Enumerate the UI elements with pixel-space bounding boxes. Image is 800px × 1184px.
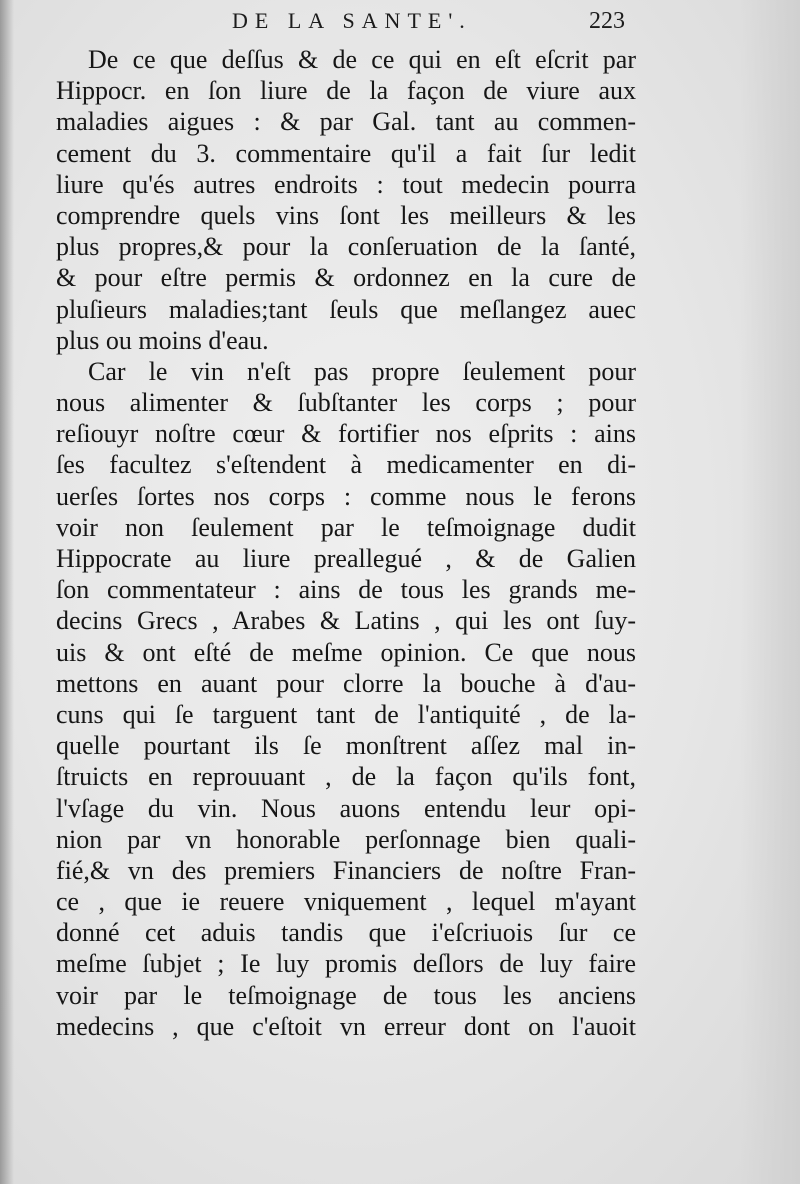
paragraph-2 bbox=[56, 356, 636, 1042]
text-line: nion par vn honorable perſonnage bien quali- bbox=[56, 824, 636, 854]
text-line: meſme ſubjet ; Ie luy promis deſlors de luy faire bbox=[56, 949, 636, 979]
text-line: uerſes ſortes nos corps : comme nous le ferons bbox=[56, 481, 636, 511]
text-line: ſtruicts en reprouuant , de la façon qu'ils font, bbox=[56, 762, 636, 792]
body-text bbox=[56, 44, 636, 1042]
text-line: mettons en auant pour clorre la bouche à d'au- bbox=[56, 668, 636, 698]
text-line: & pour eſtre permis & ordonnez en la cure de bbox=[56, 263, 636, 293]
text-line: ſon commentateur : ains de tous les grands me- bbox=[56, 575, 636, 605]
text-line: quelle pourtant ils ſe monſtrent aſſez mal in- bbox=[56, 731, 636, 761]
gutter-shadow bbox=[0, 0, 14, 1184]
page-header bbox=[0, 8, 800, 42]
text-line: voir non ſeulement par le teſmoignage dudit bbox=[56, 512, 636, 542]
text-line: liure qu'és autres endroits : tout medecin pourra bbox=[56, 169, 636, 199]
text-line: donné cet aduis tandis que i'eſcriuois ſur ce bbox=[56, 918, 636, 948]
text-line: De ce que deſſus & de ce qui en eſt eſcrit par bbox=[88, 45, 636, 74]
text-line: maladies aigues : & par Gal. tant au commen- bbox=[56, 107, 636, 137]
paragraph-1 bbox=[56, 44, 636, 356]
text-line: nous alimenter & ſubſtanter les corps ; pour bbox=[56, 388, 636, 418]
text-line: ſes facultez s'eſtendent à medicamenter en di- bbox=[56, 450, 636, 480]
text-line: comprendre quels vins ſont les meilleurs & les bbox=[56, 200, 636, 230]
text-line: cuns qui ſe targuent tant de l'antiquité , de la- bbox=[56, 699, 636, 729]
text-line: Hippocr. en ſon liure de la façon de viure aux bbox=[56, 76, 636, 106]
text-line: medecins , que c'eſtoit vn erreur dont on l'auoit bbox=[56, 1011, 636, 1041]
text-line: uis & ont eſté de meſme opinion. Ce que nous bbox=[56, 637, 636, 667]
text-line: plus ou moins d'eau. bbox=[56, 325, 269, 355]
text-line: reſiouyr noſtre cœur & fortifier nos eſprits : ains bbox=[56, 419, 636, 449]
text-line: decins Grecs , Arabes & Latins , qui les ont ſuy- bbox=[56, 606, 636, 636]
text-line: voir par le teſmoignage de tous les anciens bbox=[56, 980, 636, 1010]
text-line: Car le vin n'eſt pas propre ſeulement pour bbox=[88, 356, 636, 386]
text-line: l'vſage du vin. Nous auons entendu leur opi- bbox=[56, 793, 636, 823]
text-line: cement du 3. commentaire qu'il a fait ſur ledit bbox=[56, 138, 636, 168]
text-line: plus propres,& pour la conſeruation de la ſanté, bbox=[56, 232, 636, 262]
text-line: fié,& vn des premiers Financiers de noſtre Fran- bbox=[56, 855, 636, 885]
text-line: ce , que ie reuere vniquement , lequel m'ayant bbox=[56, 887, 636, 917]
page-number: 223 bbox=[589, 8, 625, 34]
text-line: Hippocrate au liure preallegué , & de Galien bbox=[56, 544, 636, 573]
text-line: pluſieurs maladies;tant ſeuls que meſlangez auec bbox=[56, 294, 636, 324]
running-title: DE LA SANTE'. bbox=[232, 8, 472, 33]
page-edge bbox=[740, 0, 800, 1184]
